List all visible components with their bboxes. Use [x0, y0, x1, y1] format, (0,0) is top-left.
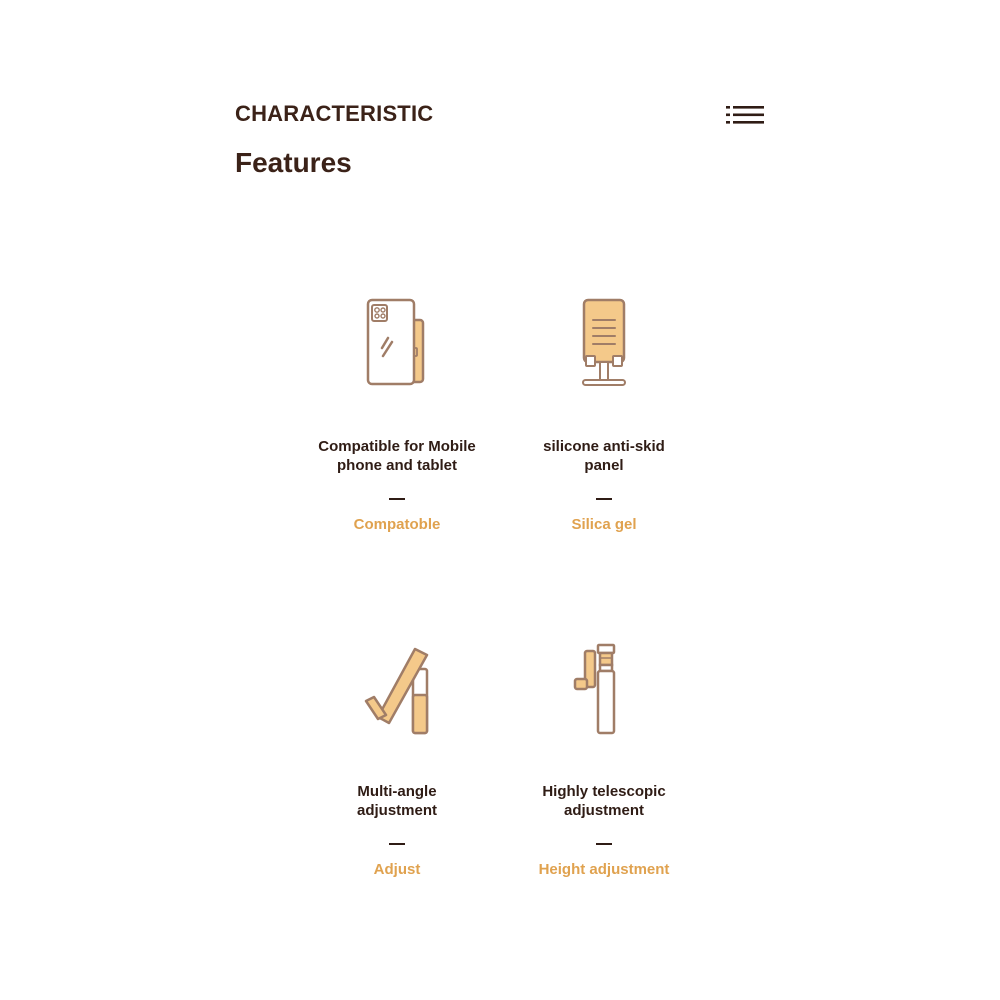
feature-tag: Adjust — [373, 861, 421, 878]
divider — [389, 843, 405, 845]
feature-tag: Compatoble — [353, 516, 441, 533]
menu-button[interactable] — [726, 104, 766, 126]
angle-stand-icon — [352, 641, 442, 736]
hamburger-menu-icon — [726, 104, 766, 126]
divider — [596, 498, 612, 500]
feature-description: Highly telescopic adjustment — [542, 783, 666, 819]
feature-tag: Silica gel — [571, 516, 637, 533]
telescopic-stand-icon — [564, 641, 644, 736]
feature-tag: Height adjustment — [538, 861, 670, 878]
divider — [596, 843, 612, 845]
section-label: CHARACTERISTIC — [235, 101, 434, 126]
page-title: Features — [235, 147, 352, 178]
divider — [389, 498, 405, 500]
feature-description: silicone anti-skid panel — [543, 438, 665, 474]
feature-description: Compatible for Mobile phone and tablet — [318, 438, 476, 474]
phone-tablet-icon — [352, 296, 442, 391]
stand-pad-icon — [564, 296, 644, 391]
feature-description: Multi-angle adjustment — [356, 783, 437, 819]
